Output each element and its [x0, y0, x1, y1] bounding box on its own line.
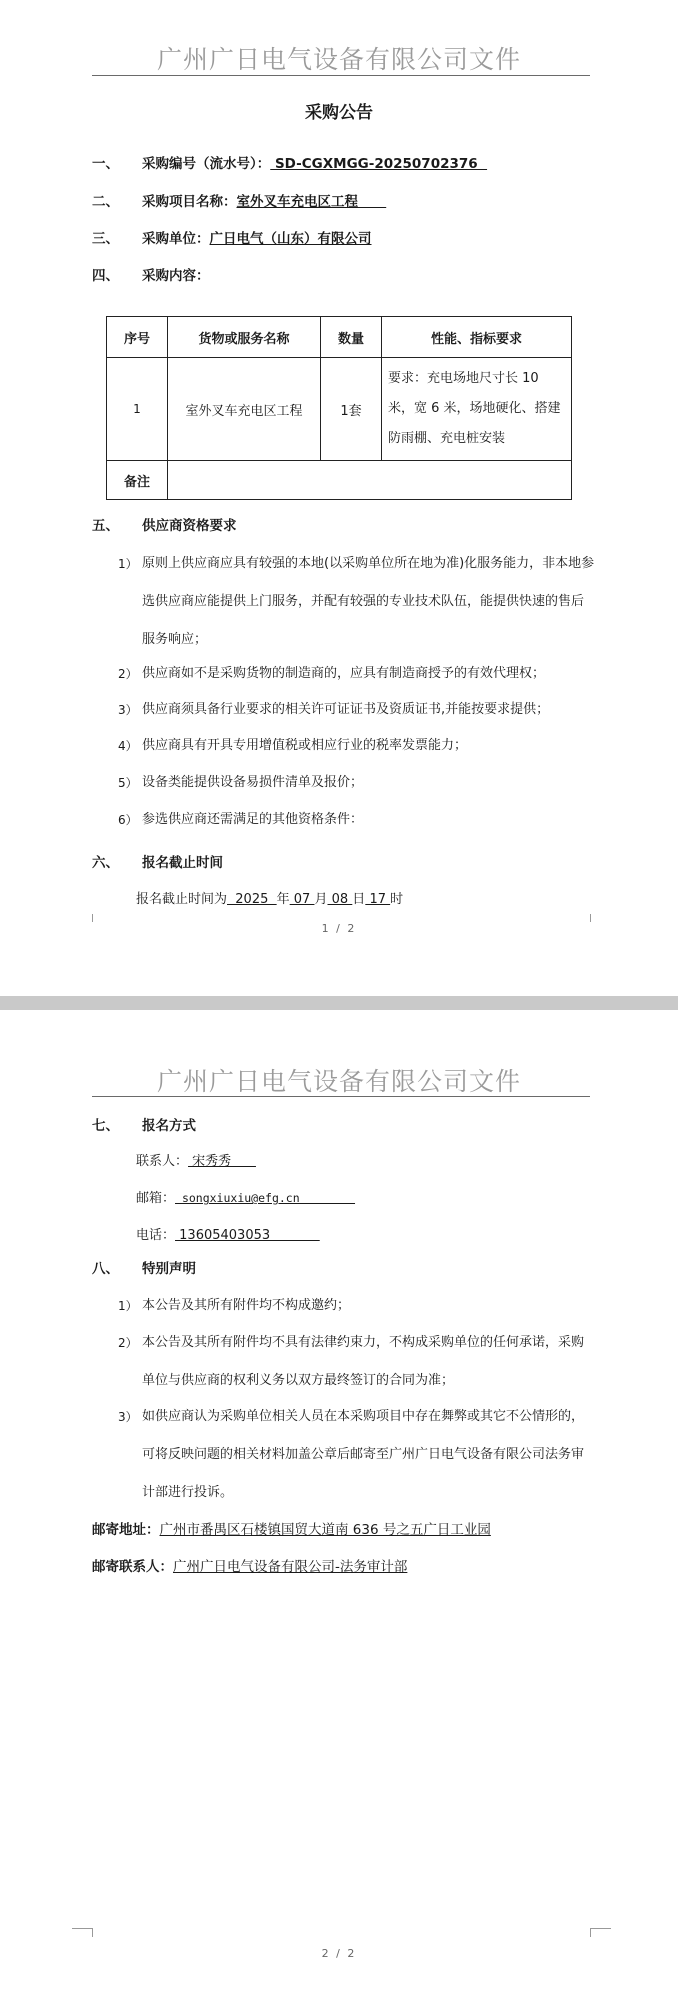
- requirement-text: 原则上供应商应具有较强的本地(以采购单位所在地为准)化服务能力，非本地参选供应商应能提供上门服务，并配有较强的专业技术队伍，能提供快速的售后服务响应；: [142, 556, 595, 647]
- section-5-number: 五、: [92, 518, 119, 534]
- procurement-unit: 广日电气（山东）有限公司: [209, 231, 372, 247]
- page-number-2: 2 / 2: [321, 1947, 357, 1960]
- section-3-label: 采购单位：: [142, 231, 210, 247]
- phone-label: 电话：: [136, 1228, 176, 1243]
- header-item-name: 货物或服务名称: [168, 317, 321, 358]
- table-row: [107, 358, 572, 461]
- statement-item-2: [118, 1324, 596, 1400]
- contact-person-value: 宋秀秀: [188, 1154, 256, 1169]
- margin-mark-left: [92, 914, 113, 922]
- table-remark-row: [107, 461, 572, 500]
- requirement-number: 1）: [118, 557, 138, 571]
- mailing-contact-label: 邮寄联系人：: [92, 1559, 173, 1575]
- project-name: 室外叉车充电区工程: [236, 194, 387, 210]
- section-6: [92, 851, 223, 871]
- header-spec: 性能、指标要求: [382, 317, 572, 358]
- phone-line: [136, 1224, 320, 1243]
- margin-mark-left: [72, 1928, 93, 1937]
- document-page-1: [0, 0, 678, 996]
- row-index: 1: [107, 358, 168, 461]
- table-header-row: [107, 317, 572, 358]
- mailing-address-label: 邮寄地址：: [92, 1522, 160, 1538]
- section-1-number: 一、: [92, 156, 119, 172]
- statement-text: 如供应商认为采购单位相关人员在本采购项目中存在舞弊或其它不公情形的，可将反映问题的相关材料加盖公章后邮寄至广州广日电气设备有限公司法务审计部进行投诉。: [142, 1409, 585, 1500]
- email-value: songxiuxiu@efg.cn: [175, 1191, 356, 1205]
- deadline-day-label: 日: [352, 892, 366, 907]
- letterhead-rule: [92, 1096, 590, 1097]
- document-title: 采购公告: [305, 103, 373, 123]
- deadline-year: 2025: [227, 892, 277, 907]
- page-separator: [0, 996, 678, 1010]
- row-spec: 要求：充电场地尺寸长 10 米，宽 6 米，场地硬化、搭建防雨棚、充电桩安装: [382, 358, 572, 461]
- section-7: [92, 1114, 196, 1134]
- statement-item-3: [118, 1398, 596, 1512]
- document-page-2: [0, 1010, 678, 2006]
- margin-mark-right: [590, 1928, 611, 1937]
- mailing-contact-value: 广州广日电气设备有限公司-法务审计部: [173, 1559, 408, 1575]
- requirement-number: 4）: [118, 739, 138, 753]
- requirement-item-3: [118, 691, 596, 729]
- section-4-label: 采购内容：: [142, 268, 210, 284]
- procurement-table: [106, 316, 572, 500]
- requirement-number: 2）: [118, 667, 138, 681]
- section-6-number: 六、: [92, 855, 119, 871]
- deadline-year-label: 年: [276, 892, 290, 907]
- section-2-label: 采购项目名称：: [142, 194, 237, 210]
- requirement-text: 供应商具有开具专用增值税或相应行业的税率发票能力；: [142, 738, 468, 753]
- requirement-item-2: [118, 655, 596, 693]
- row-quantity: 1套: [321, 358, 382, 461]
- statement-number: 2）: [118, 1336, 138, 1350]
- statement-item-1: [118, 1287, 596, 1325]
- deadline-day: 08: [327, 892, 353, 907]
- requirement-text: 供应商须具备行业要求的相关许可证证书及资质证书,并能按要求提供；: [142, 702, 550, 717]
- header-index: 序号: [107, 317, 168, 358]
- section-7-number: 七、: [92, 1118, 119, 1134]
- section-8-number: 八、: [92, 1261, 119, 1277]
- statement-text: 本公告及其所有附件均不具有法律约束力，不构成采购单位的任何承诺，采购单位与供应商的权利义务以双方最终签订的合同为准；: [142, 1335, 585, 1388]
- section-4-number: 四、: [92, 268, 119, 284]
- contact-person-label: 联系人：: [136, 1154, 189, 1169]
- email-label: 邮箱：: [136, 1191, 176, 1206]
- phone-value: 13605403053: [175, 1228, 320, 1243]
- mailing-address-value: 广州市番禺区石楼镇国贸大道南 636 号之五广日工业园: [159, 1522, 491, 1538]
- requirement-text: 设备类能提供设备易损件清单及报价；: [142, 775, 364, 790]
- requirement-number: 5）: [118, 776, 138, 790]
- header-quantity: 数量: [321, 317, 382, 358]
- margin-mark-right: [570, 914, 591, 922]
- statement-number: 1）: [118, 1299, 138, 1313]
- section-2: [92, 190, 386, 210]
- section-5-title: 供应商资格要求: [142, 518, 237, 534]
- section-3-number: 三、: [92, 231, 119, 247]
- letterhead-title: 广州广日电气设备有限公司文件: [156, 1067, 521, 1096]
- requirement-number: 3）: [118, 703, 138, 717]
- section-1: [92, 152, 487, 172]
- letterhead-title: 广州广日电气设备有限公司文件: [156, 45, 521, 74]
- section-6-title: 报名截止时间: [142, 855, 223, 871]
- procurement-number: SD-CGXMGG-20250702376: [270, 156, 488, 172]
- deadline-prefix: 报名截止时间为: [136, 892, 228, 907]
- requirement-item-1: [118, 545, 596, 659]
- section-1-label: 采购编号（流水号）：: [142, 156, 271, 172]
- page-number-1: 1 / 2: [321, 922, 357, 935]
- section-8-title: 特别声明: [142, 1261, 196, 1277]
- statement-text: 本公告及其所有附件均不构成邀约；: [142, 1298, 351, 1313]
- requirement-text: 供应商如不是采购货物的制造商的，应具有制造商授予的有效代理权；: [142, 666, 546, 681]
- remark-label: 备注: [107, 461, 168, 500]
- requirement-item-5: [118, 764, 596, 802]
- section-5: [92, 514, 237, 534]
- mailing-address-line: [92, 1518, 491, 1538]
- row-item-name: 室外叉车充电区工程: [168, 358, 321, 461]
- section-2-number: 二、: [92, 194, 119, 210]
- mailing-contact-line: [92, 1555, 407, 1575]
- section-3: [92, 227, 372, 247]
- deadline-month: 07: [289, 892, 315, 907]
- contact-person-line: [136, 1150, 256, 1169]
- statement-number: 3）: [118, 1410, 138, 1424]
- section-4: [92, 264, 210, 284]
- section-7-title: 报名方式: [142, 1118, 196, 1134]
- requirement-item-4: [118, 727, 596, 765]
- email-line: [136, 1187, 355, 1206]
- section-8: [92, 1257, 196, 1277]
- requirement-number: 6）: [118, 813, 138, 827]
- requirement-item-6: [118, 801, 596, 839]
- deadline-hour-label: 时: [390, 892, 404, 907]
- requirement-text: 参选供应商还需满足的其他资格条件：: [142, 812, 364, 827]
- remark-value: [168, 461, 572, 500]
- letterhead-rule: [92, 75, 590, 76]
- deadline-month-label: 月: [314, 892, 328, 907]
- deadline-hour: 17: [365, 892, 391, 907]
- deadline-line: [136, 888, 403, 907]
